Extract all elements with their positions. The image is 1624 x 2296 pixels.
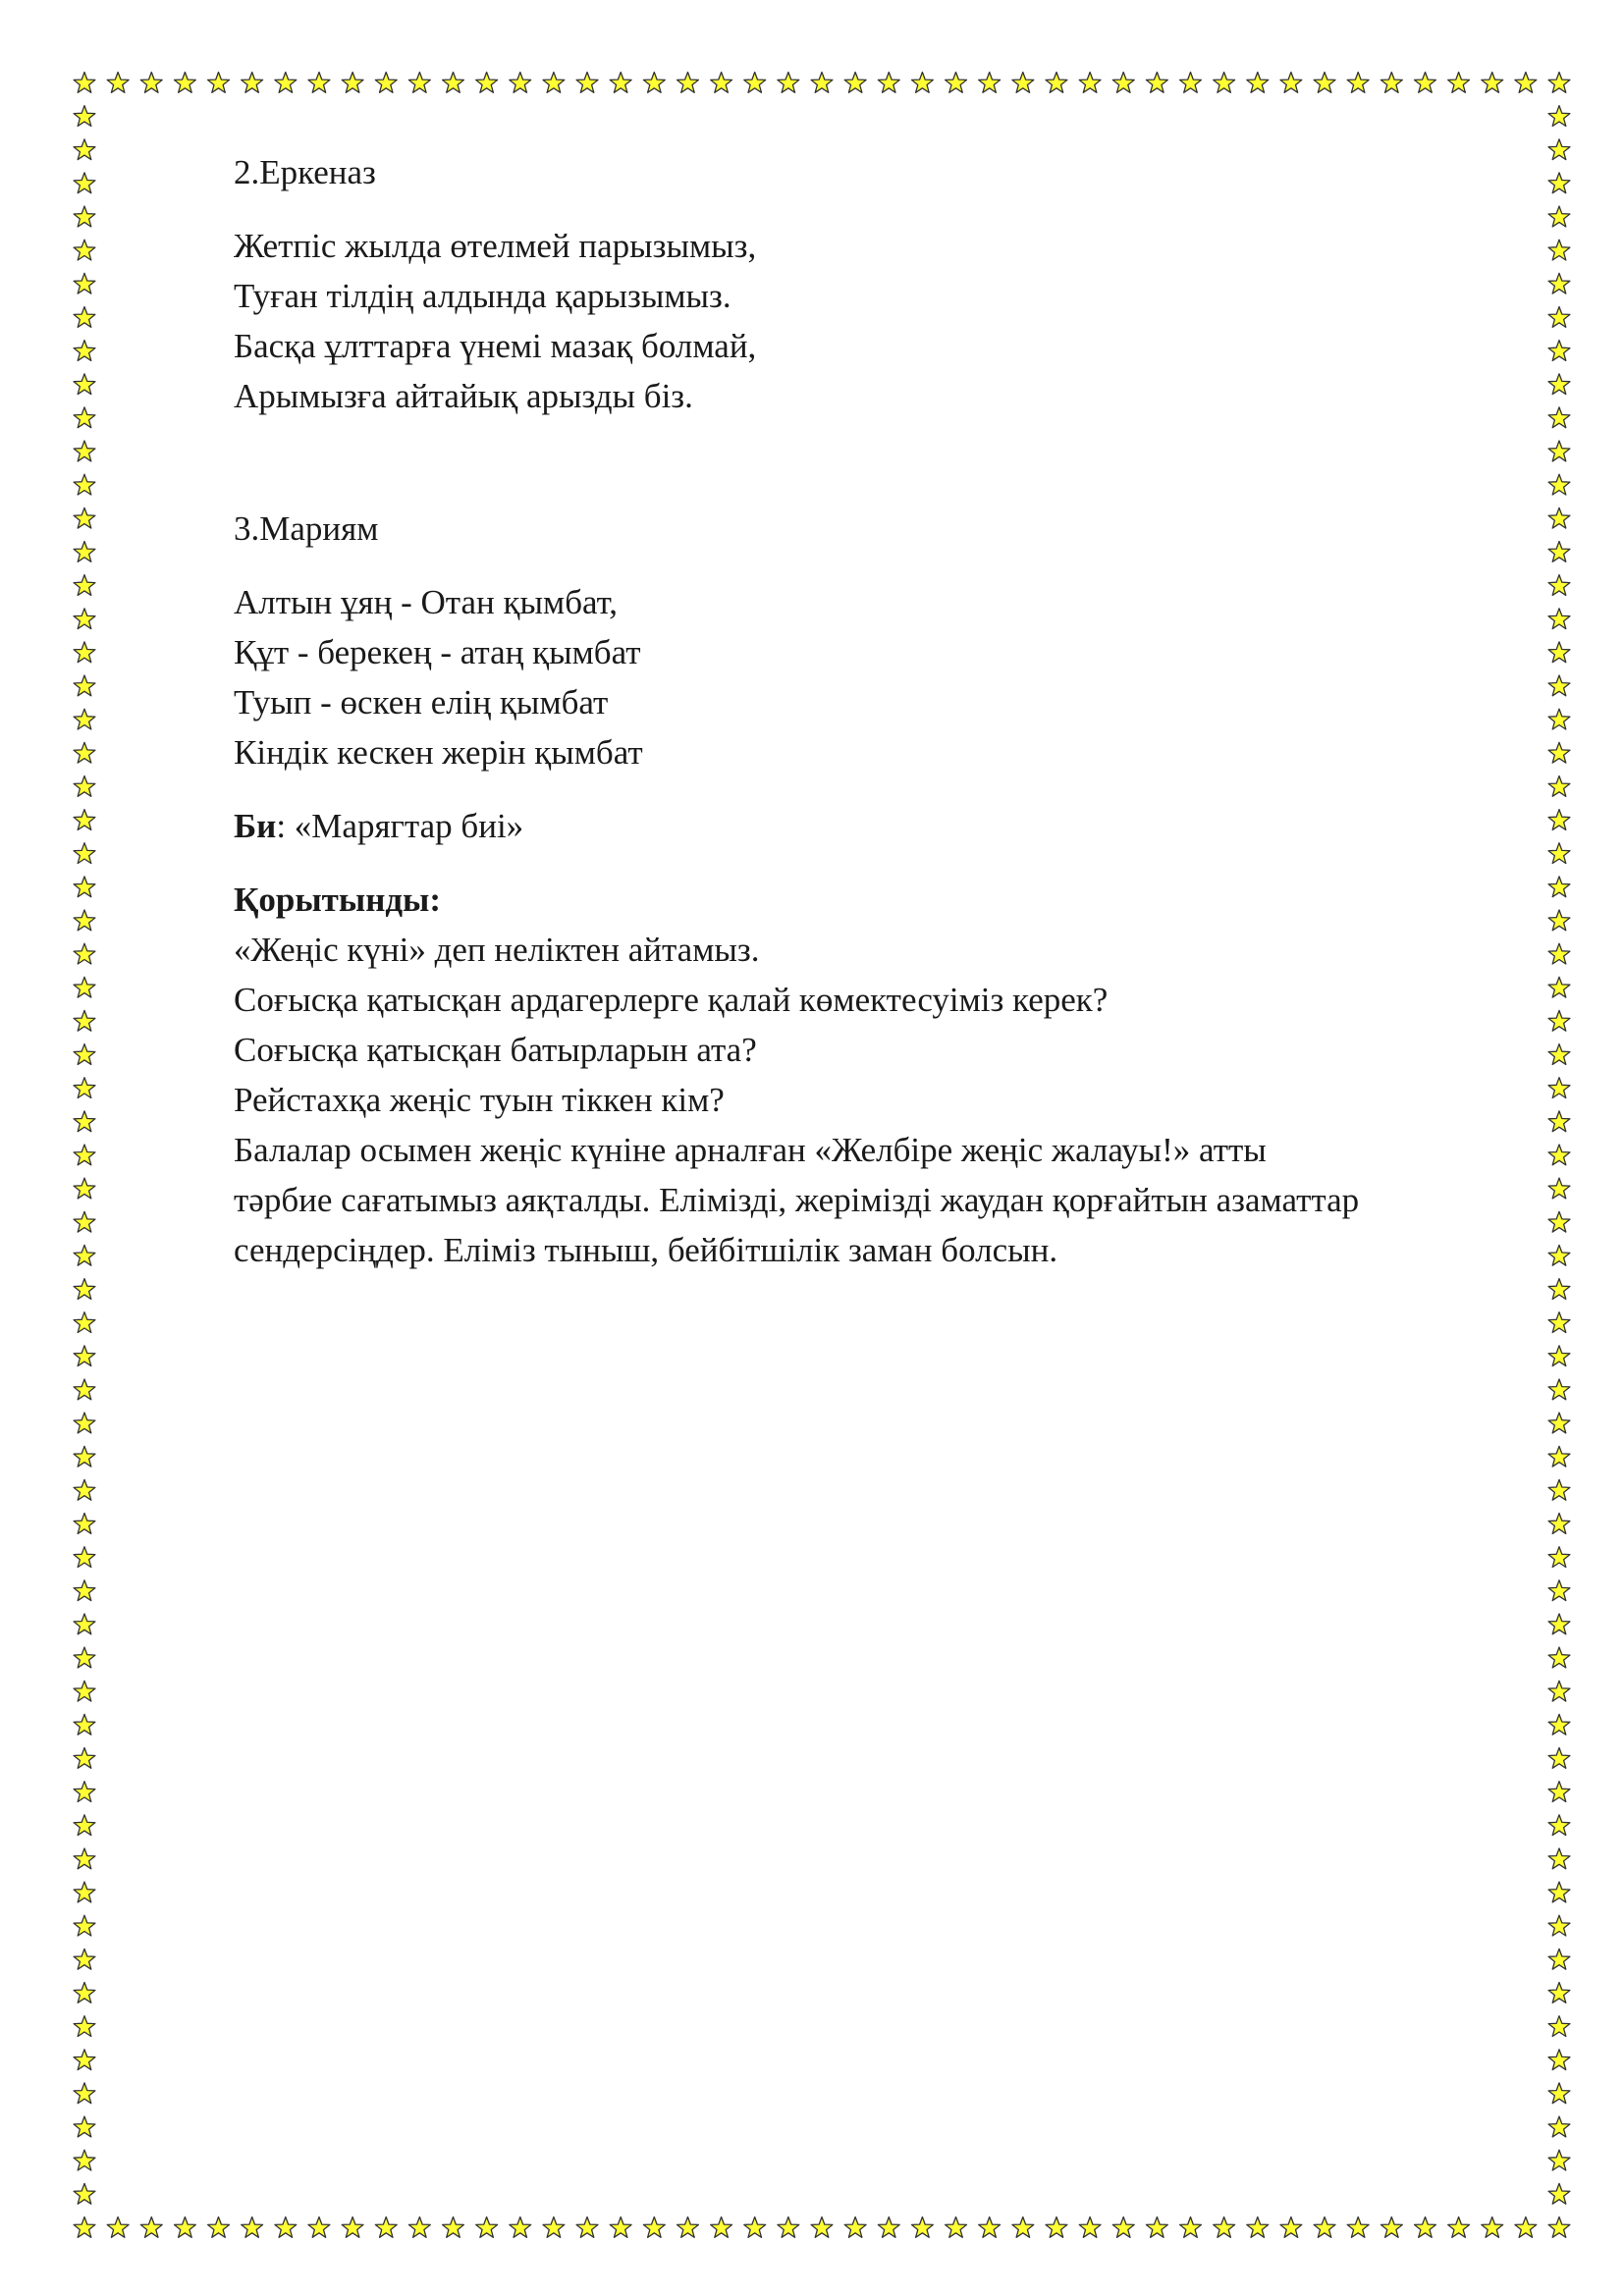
- star-icon: [1515, 73, 1537, 93]
- star-icon: [1548, 374, 1570, 395]
- star-icon: [677, 73, 699, 93]
- star-icon: [844, 2217, 866, 2238]
- star-icon: [1548, 977, 1570, 997]
- star-icon: [1548, 1111, 1570, 1132]
- star-icon: [1548, 73, 1570, 93]
- star-icon: [74, 1915, 95, 1936]
- star-icon: [1548, 1580, 1570, 1601]
- star-icon: [1548, 1547, 1570, 1568]
- star-icon: [74, 1848, 95, 1869]
- conclusion-line: Балалар осымен жеңіс күніне арналған «Желбіре жеңіс жалауы!» атты: [234, 1131, 1267, 1169]
- star-icon: [308, 73, 330, 93]
- star-icon: [1314, 2217, 1335, 2238]
- star-icon: [1380, 73, 1402, 93]
- star-icon: [107, 73, 129, 93]
- star-icon: [1046, 73, 1067, 93]
- star-icon: [1548, 1245, 1570, 1265]
- conclusion-line: Соғысқа қатысқан батырларын ата?: [234, 1031, 757, 1069]
- star-icon: [408, 73, 430, 93]
- star-icon: [1548, 1748, 1570, 1769]
- star-icon: [878, 73, 899, 93]
- star-icon: [74, 206, 95, 227]
- star-icon: [74, 1647, 95, 1668]
- star-icon: [1548, 877, 1570, 897]
- conclusion-title: Қорытынды:: [234, 881, 442, 919]
- star-icon: [74, 1279, 95, 1300]
- star-icon: [1146, 2217, 1167, 2238]
- star-icon: [1548, 742, 1570, 763]
- star-icon: [1347, 2217, 1369, 2238]
- star-icon: [946, 73, 967, 93]
- star-icon: [1112, 73, 1134, 93]
- star-icon: [677, 2217, 699, 2238]
- star-icon: [275, 73, 297, 93]
- star-icon: [1548, 1211, 1570, 1232]
- conclusion-line: сендерсіңдер. Еліміз тыныш, бейбітшілік заман болсын.: [234, 1231, 1058, 1269]
- star-icon: [1548, 106, 1570, 127]
- star-icon: [1548, 1379, 1570, 1400]
- star-icon: [1214, 73, 1235, 93]
- star-icon: [74, 877, 95, 897]
- star-icon: [844, 73, 866, 93]
- star-icon: [510, 2217, 531, 2238]
- poem-line: Жетпіс жылда өтелмей парызымыз,: [234, 227, 757, 265]
- star-icon: [74, 1514, 95, 1534]
- star-icon: [912, 2217, 934, 2238]
- conclusion-line: Соғысқа қатысқан ардагерлерге қалай көмектесуіміз керек?: [234, 981, 1109, 1019]
- star-icon: [1347, 73, 1369, 93]
- star-icon: [342, 73, 363, 93]
- star-icon: [74, 1714, 95, 1735]
- star-icon: [1548, 675, 1570, 696]
- dance-text: : «Марягтар биі»: [276, 807, 524, 845]
- star-icon: [74, 1245, 95, 1265]
- star-icon: [175, 73, 196, 93]
- star-icon: [610, 2217, 631, 2238]
- star-icon: [1548, 2150, 1570, 2170]
- star-icon: [107, 2217, 129, 2238]
- dance-label: Би: [234, 807, 277, 845]
- poem-line: Туған тілдің алдында қарызымыз.: [234, 277, 731, 315]
- star-icon: [74, 240, 95, 260]
- star-icon: [443, 73, 464, 93]
- star-icon: [576, 73, 598, 93]
- star-icon: [140, 2217, 162, 2238]
- star-icon: [74, 2217, 95, 2238]
- star-icon: [979, 2217, 1001, 2238]
- star-icon: [1548, 1848, 1570, 1869]
- poem-line: Алтын ұяң - Отан қымбат,: [234, 583, 619, 621]
- star-icon: [74, 943, 95, 964]
- star-icon: [476, 73, 498, 93]
- star-icon: [74, 843, 95, 864]
- star-icon: [811, 2217, 833, 2238]
- star-icon: [1548, 542, 1570, 562]
- star-icon: [912, 73, 934, 93]
- star-icon: [1548, 709, 1570, 729]
- star-icon: [1548, 1145, 1570, 1165]
- poem-line: Басқа ұлттарға үнемі мазақ болмай,: [234, 327, 757, 365]
- document-body: [234, 147, 1520, 1275]
- star-icon: [1380, 2217, 1402, 2238]
- star-icon: [1548, 943, 1570, 964]
- star-icon: [74, 1446, 95, 1467]
- star-icon: [408, 2217, 430, 2238]
- star-icon: [1548, 1915, 1570, 1936]
- star-icon: [1548, 206, 1570, 227]
- star-icon: [1012, 2217, 1034, 2238]
- star-icon: [1180, 2217, 1202, 2238]
- star-icon: [74, 742, 95, 763]
- star-icon: [74, 1748, 95, 1769]
- star-icon: [1548, 407, 1570, 428]
- star-icon: [74, 1882, 95, 1902]
- star-icon: [74, 341, 95, 361]
- star-icon: [1280, 73, 1302, 93]
- star-icon: [1146, 73, 1167, 93]
- star-icon: [1548, 1346, 1570, 1366]
- star-icon: [74, 542, 95, 562]
- star-icon: [74, 1178, 95, 1199]
- star-icon: [74, 675, 95, 696]
- star-icon: [74, 441, 95, 461]
- star-icon: [74, 2016, 95, 2037]
- star-icon: [778, 73, 799, 93]
- star-icon: [74, 474, 95, 495]
- star-icon: [1112, 2217, 1134, 2238]
- star-icon: [208, 2217, 230, 2238]
- star-icon: [74, 1479, 95, 1500]
- star-icon: [979, 73, 1001, 93]
- star-icon: [74, 1145, 95, 1165]
- star-icon: [74, 575, 95, 596]
- star-icon: [1247, 73, 1269, 93]
- conclusion-line: Рейстахқа жеңіс туын тіккен кім?: [234, 1081, 725, 1119]
- star-icon: [878, 2217, 899, 2238]
- star-icon: [74, 2150, 95, 2170]
- star-icon: [74, 609, 95, 629]
- star-icon: [1548, 810, 1570, 830]
- star-icon: [74, 273, 95, 294]
- star-icon: [1548, 2217, 1570, 2238]
- star-icon: [1548, 1479, 1570, 1500]
- star-icon: [74, 106, 95, 127]
- star-icon: [1548, 1312, 1570, 1333]
- star-icon: [1548, 609, 1570, 629]
- star-icon: [476, 2217, 498, 2238]
- poem-line: Арымызға айтайық арызды біз.: [234, 377, 693, 415]
- star-icon: [778, 2217, 799, 2238]
- star-icon: [1548, 1949, 1570, 1969]
- star-icon: [1548, 2183, 1570, 2204]
- star-icon: [1548, 173, 1570, 193]
- star-icon: [1482, 2217, 1503, 2238]
- star-icon: [543, 2217, 565, 2238]
- star-icon: [1548, 2016, 1570, 2037]
- star-icon: [510, 73, 531, 93]
- star-icon: [1548, 575, 1570, 596]
- star-icon: [74, 2116, 95, 2137]
- section-heading-mariyam: 3.Мариям: [234, 509, 379, 548]
- star-icon: [375, 2217, 397, 2238]
- star-icon: [1548, 1044, 1570, 1065]
- star-icon: [1548, 1413, 1570, 1433]
- dance-line: [234, 801, 1520, 851]
- star-icon: [1548, 1514, 1570, 1534]
- star-icon: [74, 1949, 95, 1969]
- star-icon: [1548, 1446, 1570, 1467]
- star-icon: [1079, 2217, 1101, 2238]
- star-icon: [74, 1782, 95, 1802]
- star-icon: [1548, 1681, 1570, 1701]
- star-icon: [74, 1312, 95, 1333]
- poem-line: Кіндік кескен жерін қымбат: [234, 733, 643, 772]
- star-icon: [74, 2183, 95, 2204]
- star-icon: [610, 73, 631, 93]
- star-icon: [74, 1413, 95, 1433]
- star-icon: [1548, 341, 1570, 361]
- star-icon: [1548, 1983, 1570, 2003]
- star-icon: [1415, 73, 1436, 93]
- star-icon: [74, 1983, 95, 2003]
- star-icon: [74, 173, 95, 193]
- star-icon: [74, 307, 95, 328]
- star-icon: [242, 2217, 263, 2238]
- star-icon: [1548, 1815, 1570, 1836]
- star-icon: [74, 2083, 95, 2104]
- star-icon: [74, 139, 95, 160]
- star-icon: [576, 2217, 598, 2238]
- star-icon: [242, 73, 263, 93]
- star-icon: [74, 1681, 95, 1701]
- star-icon: [1548, 642, 1570, 663]
- star-icon: [74, 776, 95, 797]
- poem-stanza-mariyam: [234, 577, 1520, 777]
- star-icon: [308, 2217, 330, 2238]
- star-icon: [643, 2217, 665, 2238]
- star-icon: [74, 642, 95, 663]
- star-icon: [1046, 2217, 1067, 2238]
- star-icon: [74, 374, 95, 395]
- star-icon: [744, 73, 766, 93]
- star-icon: [1314, 73, 1335, 93]
- star-icon: [1548, 1647, 1570, 1668]
- star-icon: [74, 977, 95, 997]
- star-icon: [1548, 1782, 1570, 1802]
- star-icon: [1548, 2116, 1570, 2137]
- star-icon: [1548, 441, 1570, 461]
- star-icon: [74, 709, 95, 729]
- star-icon: [1548, 507, 1570, 528]
- star-icon: [74, 1580, 95, 1601]
- star-icon: [74, 73, 95, 93]
- star-icon: [1548, 910, 1570, 931]
- star-icon: [1548, 2083, 1570, 2104]
- star-icon: [74, 910, 95, 931]
- star-icon: [711, 73, 732, 93]
- star-icon: [74, 810, 95, 830]
- star-icon: [1180, 73, 1202, 93]
- star-icon: [1448, 2217, 1470, 2238]
- star-icon: [1548, 240, 1570, 260]
- star-icon: [1548, 776, 1570, 797]
- star-icon: [140, 73, 162, 93]
- poem-line: Туып - өскен елің қымбат: [234, 683, 609, 721]
- star-icon: [275, 2217, 297, 2238]
- conclusion-block: [234, 875, 1520, 1275]
- star-icon: [1214, 2217, 1235, 2238]
- star-icon: [543, 73, 565, 93]
- star-icon: [643, 73, 665, 93]
- star-icon: [1548, 843, 1570, 864]
- poem-stanza-erkenaz: [234, 221, 1520, 421]
- star-icon: [1548, 1882, 1570, 1902]
- star-icon: [1548, 1714, 1570, 1735]
- star-icon: [1515, 2217, 1537, 2238]
- star-icon: [1079, 73, 1101, 93]
- star-icon: [74, 407, 95, 428]
- star-icon: [375, 73, 397, 93]
- star-icon: [443, 2217, 464, 2238]
- star-icon: [811, 73, 833, 93]
- star-icon: [1247, 2217, 1269, 2238]
- star-icon: [74, 1547, 95, 1568]
- star-icon: [74, 1614, 95, 1634]
- star-icon: [1548, 1078, 1570, 1098]
- star-icon: [1548, 2050, 1570, 2070]
- star-icon: [744, 2217, 766, 2238]
- conclusion-line: «Жеңіс күні» деп неліктен айтамыз.: [234, 931, 760, 969]
- star-icon: [1548, 307, 1570, 328]
- star-icon: [175, 2217, 196, 2238]
- star-icon: [1548, 273, 1570, 294]
- star-icon: [342, 2217, 363, 2238]
- star-icon: [74, 1010, 95, 1031]
- star-icon: [1448, 73, 1470, 93]
- section-heading-erkenaz: 2.Еркеназ: [234, 153, 376, 191]
- star-icon: [1548, 139, 1570, 160]
- star-icon: [1548, 1614, 1570, 1634]
- star-icon: [1012, 73, 1034, 93]
- star-icon: [74, 1078, 95, 1098]
- star-icon: [1548, 1178, 1570, 1199]
- star-icon: [711, 2217, 732, 2238]
- star-icon: [74, 2050, 95, 2070]
- star-icon: [1548, 1010, 1570, 1031]
- star-icon: [1548, 474, 1570, 495]
- star-icon: [208, 73, 230, 93]
- star-icon: [74, 1211, 95, 1232]
- star-icon: [1482, 73, 1503, 93]
- star-icon: [946, 2217, 967, 2238]
- star-icon: [74, 507, 95, 528]
- poem-line: Құт - берекең - атаң қымбат: [234, 633, 641, 671]
- star-icon: [1548, 1279, 1570, 1300]
- star-icon: [74, 1044, 95, 1065]
- star-icon: [1415, 2217, 1436, 2238]
- star-icon: [74, 1111, 95, 1132]
- star-icon: [74, 1346, 95, 1366]
- conclusion-line: тәрбие сағатымыз аяқталды. Елімізді, жерімізді жаудан қорғайтын азаматтар: [234, 1181, 1360, 1219]
- star-icon: [1280, 2217, 1302, 2238]
- star-icon: [74, 1815, 95, 1836]
- star-icon: [74, 1379, 95, 1400]
